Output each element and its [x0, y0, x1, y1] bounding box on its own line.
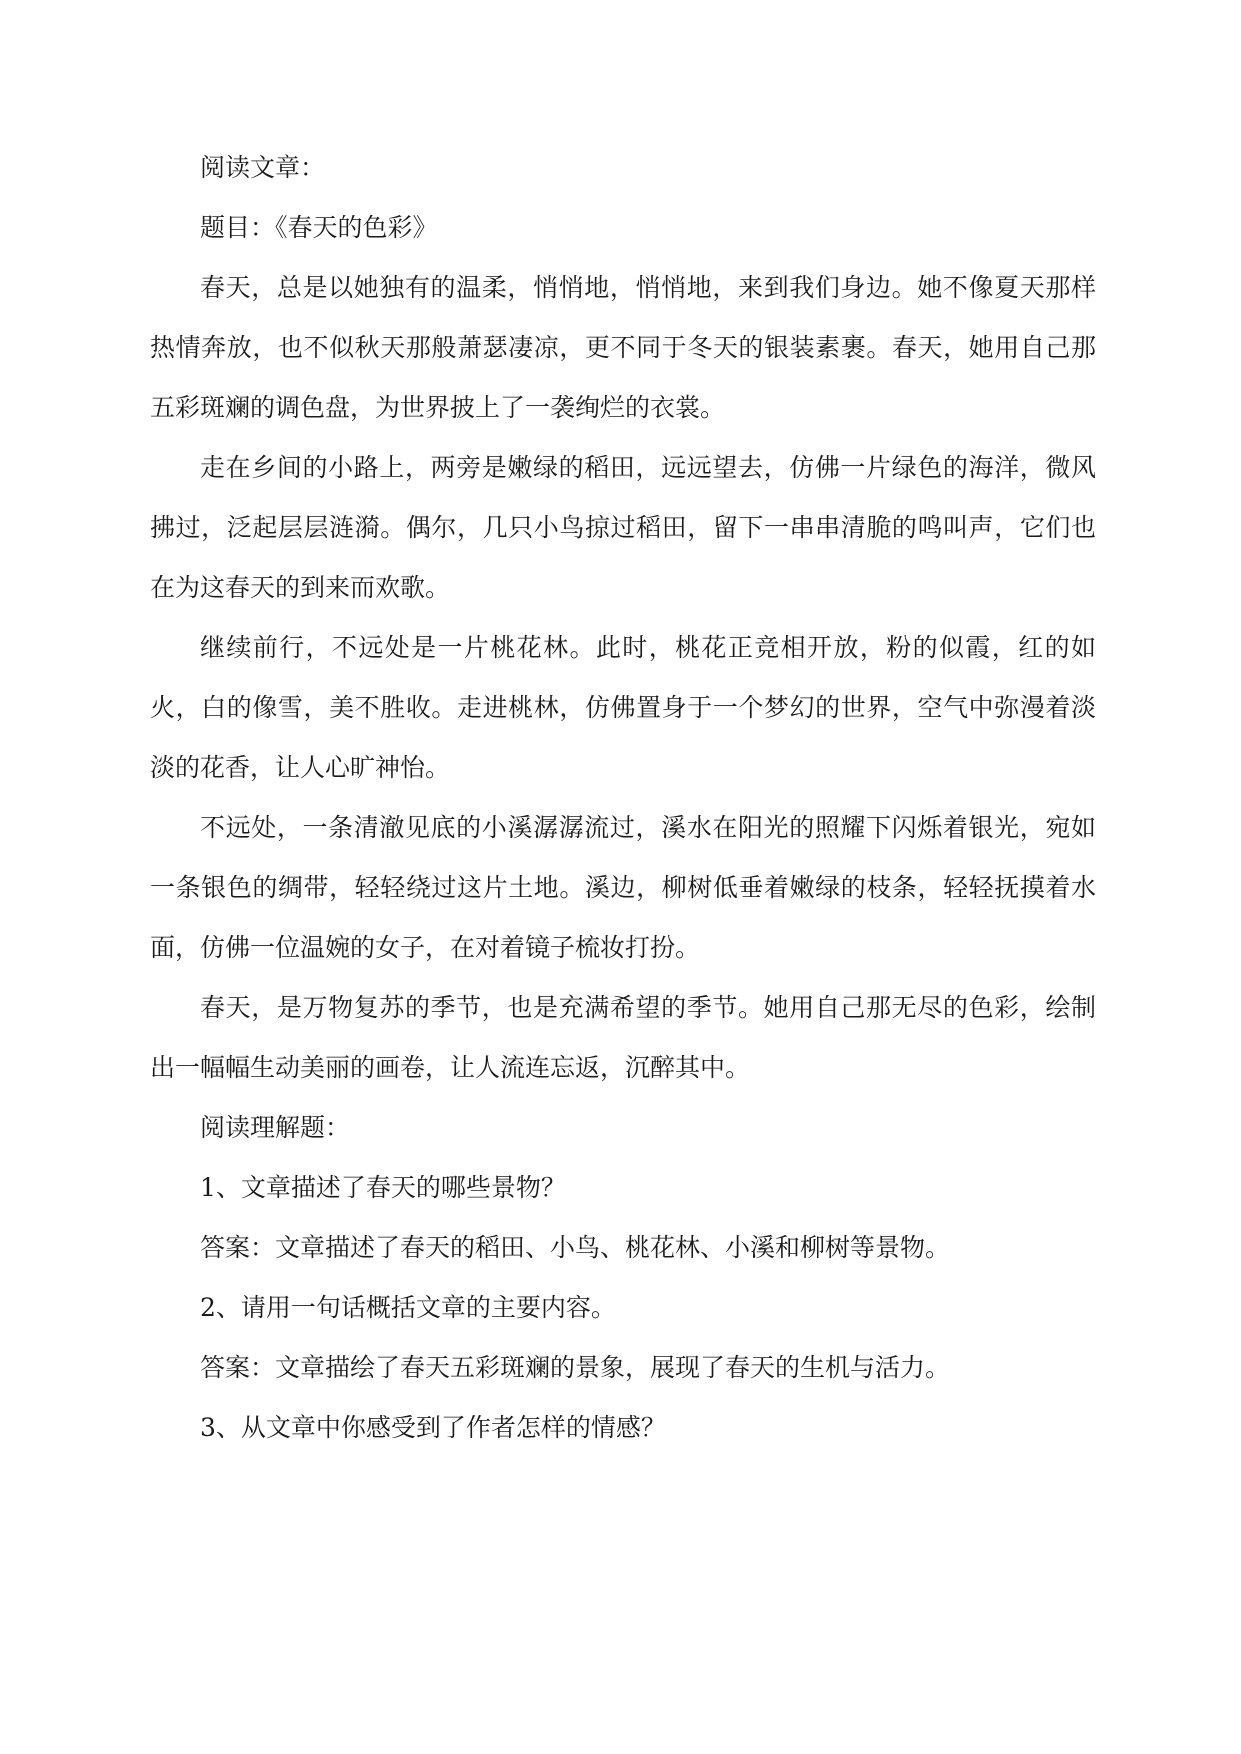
paragraph: [150, 618, 1096, 798]
question-text: 2、请用一句话概括文章的主要内容。: [200, 1293, 616, 1322]
paragraph: [150, 798, 1096, 978]
paragraph-text: 继续前行，不远处是一片桃花林。此时，桃花正竞相开放，粉的似霞，红的如火，白的像雪，美不胜收。走进桃林，仿佛置身于一个梦幻的世界，空气中弥漫着淡淡的花香，让人心旷神怡。: [150, 633, 1096, 782]
section-heading: 阅读文章：: [200, 153, 326, 182]
article-title: 题目：《春天的色彩》: [200, 213, 438, 242]
paragraph-text: 不远处，一条清澈见底的小溪潺潺流过，溪水在阳光的照耀下闪烁着银光，宛如一条银色的绸带，轻轻绕过这片土地。溪边，柳树低垂着嫩绿的枝条，轻轻抚摸着水面，仿佛一位温婉的女子，在对着镜子梳妆打扮。: [150, 813, 1096, 962]
paragraph-text: 走在乡间的小路上，两旁是嫩绿的稻田，远远望去，仿佛一片绿色的海洋，微风拂过，泛起层层涟漪。偶尔，几只小鸟掠过稻田，留下一串串清脆的鸣叫声，它们也在为这春天的到来而欢歌。: [150, 453, 1096, 602]
paragraph-text: 春天，总是以她独有的温柔，悄悄地，悄悄地，来到我们身边。她不像夏天那样热情奔放，也不似秋天那般萧瑟凄凉，更不同于冬天的银装素裹。春天，她用自己那五彩斑斓的调色盘，为世界披上了一袭绚烂的衣裳。: [150, 273, 1096, 422]
question-text: 3、从文章中你感受到了作者怎样的情感？: [200, 1413, 666, 1442]
answer-text: 答案：文章描述了春天的稻田、小鸟、桃花林、小溪和柳树等景物。: [200, 1233, 951, 1262]
question-text: 1、文章描述了春天的哪些景物？: [200, 1173, 566, 1202]
paragraph: [150, 978, 1096, 1098]
questions-heading: 阅读理解题：: [200, 1113, 351, 1142]
answer-text: 答案：文章描绘了春天五彩斑斓的景象，展现了春天的生机与活力。: [200, 1353, 951, 1382]
paragraph: [150, 438, 1096, 618]
paragraph-text: 春天，是万物复苏的季节，也是充满希望的季节。她用自己那无尽的色彩，绘制出一幅幅生动美丽的画卷，让人流连忘返，沉醉其中。: [150, 993, 1096, 1082]
paragraph: [150, 258, 1096, 438]
document-page: [150, 138, 1096, 1458]
